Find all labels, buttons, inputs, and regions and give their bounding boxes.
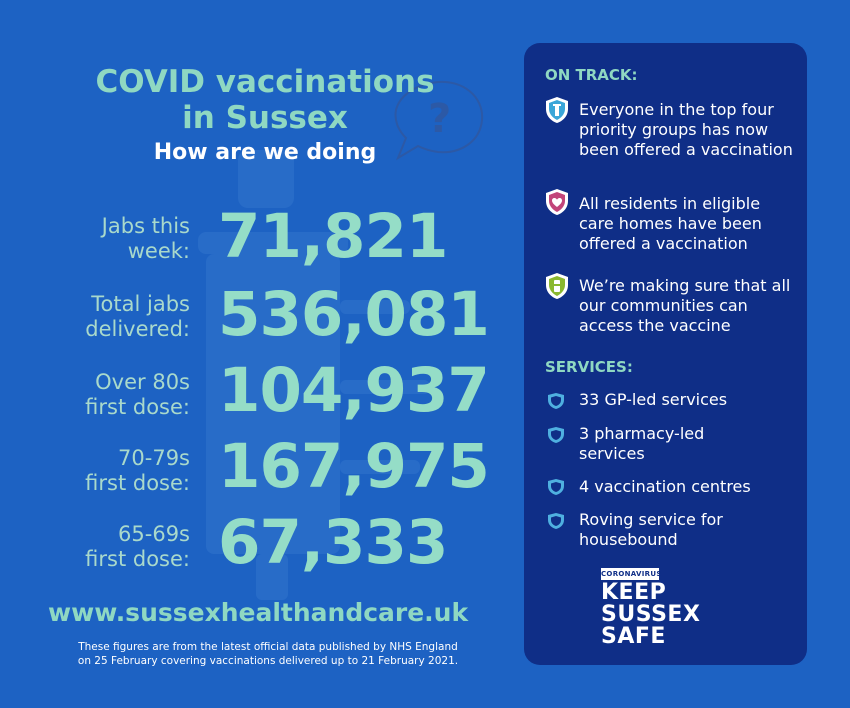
page-title-line1: COVID vaccinations xyxy=(95,64,435,100)
stat-label-70-79s xyxy=(40,446,190,496)
stat-value-over-80s: 104,937 xyxy=(218,355,489,426)
service-shield-icon xyxy=(547,392,565,410)
page-subtitle: How are we doing xyxy=(153,140,377,165)
svg-text:?: ? xyxy=(428,96,452,142)
care-home-heart-icon xyxy=(544,188,570,216)
on-track-item-care-homes: All residents in eligible care homes have been offered a vaccination xyxy=(579,194,762,253)
service-shield-icon xyxy=(547,426,565,444)
vaccine-shield-icon xyxy=(544,96,570,124)
vaccine-vial-shield-icon xyxy=(544,272,570,300)
service-shield-icon xyxy=(547,512,565,530)
page-title-line2: in Sussex xyxy=(182,100,348,136)
service-item-vaccination-centres: 4 vaccination centres xyxy=(579,477,751,496)
service-item-roving: Roving service for housebound xyxy=(579,510,723,549)
stat-label-line: week: xyxy=(127,239,190,263)
service-item-pharmacy-led: 3 pharmacy-led services xyxy=(579,424,705,463)
data-source-footnote xyxy=(48,640,488,668)
stat-label-line: first dose: xyxy=(85,395,190,419)
stat-label-total-jabs xyxy=(40,292,190,342)
stat-label-line: Over 80s xyxy=(95,370,190,394)
stat-value-total-jabs: 536,081 xyxy=(218,279,489,350)
service-shield-icon xyxy=(547,478,565,496)
footnote-line: on 25 February covering vaccinations delivered up to 21 February 2021. xyxy=(77,655,459,667)
stat-label-line: Total jabs xyxy=(91,292,190,316)
coronavirus-badge: CORONAVIRUS xyxy=(601,570,662,578)
stat-label-line: 65-69s xyxy=(118,522,190,546)
service-item-gp-led: 33 GP-led services xyxy=(579,390,728,409)
stat-label-65-69s xyxy=(40,522,190,572)
stat-label-line: 70-79s xyxy=(118,446,190,470)
website-link[interactable]: www.sussexhealthandcare.uk xyxy=(48,598,469,627)
stat-label-line: delivered: xyxy=(85,317,190,341)
stat-label-jabs-week xyxy=(40,214,190,264)
stat-value-jabs-week: 71,821 xyxy=(218,201,448,272)
on-track-item-priority-groups: Everyone in the top four priority groups has now been offered a vaccination xyxy=(579,100,793,159)
stat-label-line: first dose: xyxy=(85,471,190,495)
logo-line-keep: KEEP xyxy=(601,580,667,605)
footnote-line: These figures are from the latest official data published by NHS England xyxy=(78,641,458,653)
stat-label-over-80s xyxy=(40,370,190,420)
stat-value-65-69s: 67,333 xyxy=(218,507,448,578)
stat-label-line: Jabs this xyxy=(101,214,190,238)
on-track-heading: ON TRACK: xyxy=(545,66,638,84)
logo-line-sussex: SUSSEX xyxy=(601,602,701,627)
stat-label-line: first dose: xyxy=(85,547,190,571)
services-heading: SERVICES: xyxy=(545,358,633,376)
stat-value-70-79s: 167,975 xyxy=(218,431,489,502)
logo-line-safe: SAFE xyxy=(601,624,666,649)
on-track-item-communities: We’re making sure that all our communities can access the vaccine xyxy=(579,276,791,335)
